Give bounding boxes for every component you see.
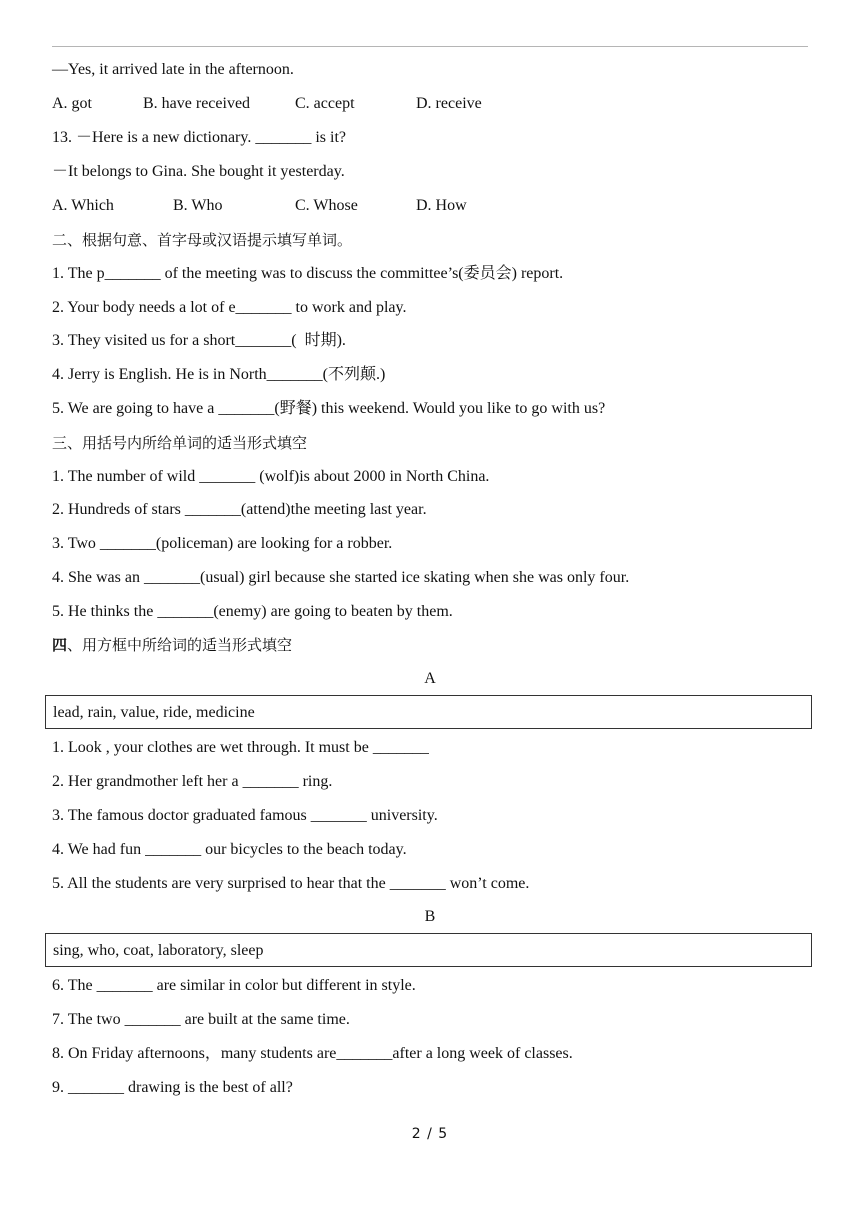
q13-answer-line: －It belongs to Gina. She bought it yesterday.: [52, 163, 345, 180]
q13-option-b: B. Who: [173, 197, 223, 214]
section2-item: 5. We are going to have a _______(野餐) this weekend. Would you like to go with us?: [52, 400, 606, 417]
q12-option-d: D. receive: [416, 95, 482, 112]
part-b-item: 7. The two _______ are built at the same time.: [52, 1011, 350, 1028]
part-b-words: sing, who, coat, laboratory, sleep: [53, 942, 264, 959]
part-a-item: 2. Her grandmother left her a _______ ring.: [52, 773, 333, 790]
page-number: 2 / 5: [411, 1126, 449, 1142]
part-a-item: 3. The famous doctor graduated famous _______ university.: [52, 807, 438, 824]
q12-answer-line: —Yes, it arrived late in the afternoon.: [52, 61, 294, 78]
q12-option-b: B. have received: [143, 95, 251, 112]
section3-item: 2. Hundreds of stars _______(attend)the meeting last year.: [52, 501, 427, 518]
q13-option-a: A. Which: [52, 197, 114, 214]
q13-question: 13. －Here is a new dictionary. _______ is it?: [52, 129, 347, 146]
section3-item: 4. She was an _______(usual) girl because she started ice skating when she was only four.: [52, 569, 630, 586]
section2-item: 4. Jerry is English. He is in North_______(不列颠.): [52, 366, 386, 383]
header-rule: [52, 46, 808, 47]
part-a-words: lead, rain, value, ride, medicine: [53, 704, 255, 721]
section3-item: 1. The number of wild _______ (wolf)is about 2000 in North China.: [52, 468, 490, 485]
part-a-item: 5. All the students are very surprised to hear that the _______ won’t come.: [52, 875, 530, 892]
part-a-word-box: [45, 695, 812, 729]
section2-heading: 二、根据句意、首字母或汉语提示填写单词。: [52, 231, 353, 249]
q12-option-a: A. got: [52, 95, 92, 112]
part-b-item: 8. On Friday afternoons，many students are_______after a long week of classes.: [52, 1045, 573, 1062]
section2-item: 2. Your body needs a lot of e_______ to work and play.: [52, 299, 407, 316]
part-b-word-box: [45, 933, 812, 967]
section2-item: 3. They visited us for a short_______( 时期).: [52, 332, 346, 349]
q13-option-d: D. How: [416, 197, 467, 214]
section3-heading: 三、用括号内所给单词的适当形式填空: [52, 434, 308, 452]
part-b-item: 9. _______ drawing is the best of all?: [52, 1079, 293, 1096]
part-a-item: 4. We had fun _______ our bicycles to the beach today.: [52, 841, 407, 858]
section2-item: 1. The p_______ of the meeting was to discuss the committee’s(委员会) report.: [52, 265, 564, 282]
section3-item: 5. He thinks the _______(enemy) are going to beaten by them.: [52, 603, 453, 620]
part-b-label: B: [424, 908, 436, 925]
section4-heading-text: 、用方框中所给词的适当形式填空: [67, 636, 293, 654]
q12-option-c: C. accept: [295, 95, 355, 112]
section3-item: 3. Two _______(policeman) are looking for a robber.: [52, 535, 393, 552]
section4-heading: [52, 635, 292, 655]
part-a-item: 1. Look , your clothes are wet through. It must be _______: [52, 739, 429, 756]
section4-heading-number: 四: [52, 636, 68, 654]
part-b-item: 6. The _______ are similar in color but different in style.: [52, 977, 416, 994]
q13-option-c: C. Whose: [295, 197, 358, 214]
part-a-label: A: [424, 670, 436, 687]
